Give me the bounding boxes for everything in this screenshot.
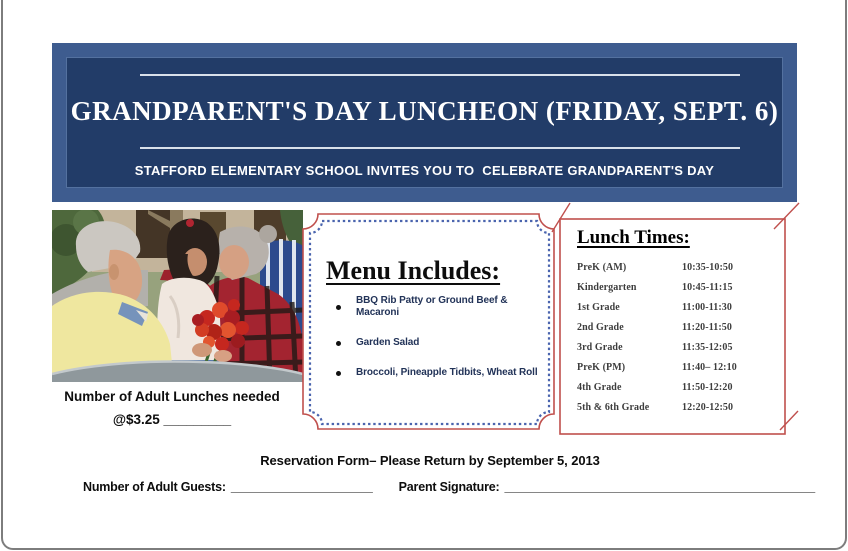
signature-label: Parent Signature: — [398, 480, 500, 494]
lunch-row — [577, 378, 772, 398]
lunch-row-time: 11:35-12:05 — [682, 342, 733, 353]
bullet-icon — [336, 305, 341, 310]
title-rule-top — [140, 74, 740, 76]
lunch-row-time: 12:20-12:50 — [682, 402, 734, 413]
menu-item — [336, 367, 541, 379]
family-photo-art — [52, 210, 303, 382]
title-rule-bottom — [140, 147, 740, 149]
lunch-row-label: PreK (AM) — [577, 262, 627, 273]
reservation-form-line — [83, 480, 815, 494]
lunch-row — [577, 338, 772, 358]
lunch-times-heading: Lunch Times: — [577, 227, 690, 248]
page-subtitle: STAFFORD ELEMENTARY SCHOOL INVITES YOU TO CELEBRATE GRANDPARENT'S DAY — [134, 163, 715, 178]
lunch-row-label: 1st Grade — [577, 302, 620, 313]
menu-item-text: BBQ Rib Patty or Ground Beef & Macaroni — [356, 295, 508, 318]
menu-item-text: Broccoli, Pineapple Tidbits, Wheat Roll — [356, 367, 538, 378]
adult-lunches-line1: Number of Adult Lunches needed — [64, 389, 280, 404]
lunch-row-time: 11:00-11:30 — [682, 302, 732, 313]
lunch-row — [577, 358, 772, 378]
guests-label: Number of Adult Guests: — [83, 480, 226, 494]
lunch-row-label: PreK (PM) — [577, 362, 626, 373]
family-photo — [52, 210, 303, 382]
lunch-row — [577, 318, 772, 338]
menu-item — [336, 337, 541, 349]
bullet-icon — [336, 371, 341, 376]
menu-heading: Menu Includes: — [326, 256, 501, 285]
lunch-row-time: 10:35-10:50 — [682, 262, 734, 273]
lunch-row-label: 2nd Grade — [577, 322, 624, 333]
lunch-row-label: 3rd Grade — [577, 342, 623, 353]
bullet-icon — [336, 341, 341, 346]
lunch-row — [577, 278, 772, 298]
menu-items-list — [336, 295, 541, 397]
guests-blank-line: _____________________ — [230, 480, 373, 494]
lunch-row-label: Kindergarten — [577, 282, 637, 293]
lunch-row — [577, 398, 772, 418]
adult-lunches-price-blank: @$3.25 _________ — [112, 412, 232, 427]
lunch-row — [577, 258, 772, 278]
lunch-times-table — [577, 258, 772, 418]
reservation-header: Reservation Form– Please Return by September 5, 2013 — [260, 453, 600, 468]
menu-item — [336, 295, 541, 319]
adult-lunches-note — [44, 389, 300, 427]
signature-blank-line: ______________________________________________ — [504, 480, 816, 494]
lunch-row-time: 11:20-11:50 — [682, 322, 732, 333]
lunch-row-label: 4th Grade — [577, 382, 622, 393]
page-title: GRANDPARENT'S DAY LUNCHEON (FRIDAY, SEPT. 6) — [70, 96, 779, 126]
lunch-row-label: 5th & 6th Grade — [577, 402, 650, 413]
menu-item-text: Garden Salad — [356, 337, 420, 348]
lunch-row-time: 10:45-11:15 — [682, 282, 733, 293]
lunch-row-time: 11:40– 12:10 — [682, 362, 737, 373]
lunch-row-time: 11:50-12:20 — [682, 382, 733, 393]
lunch-row — [577, 298, 772, 318]
